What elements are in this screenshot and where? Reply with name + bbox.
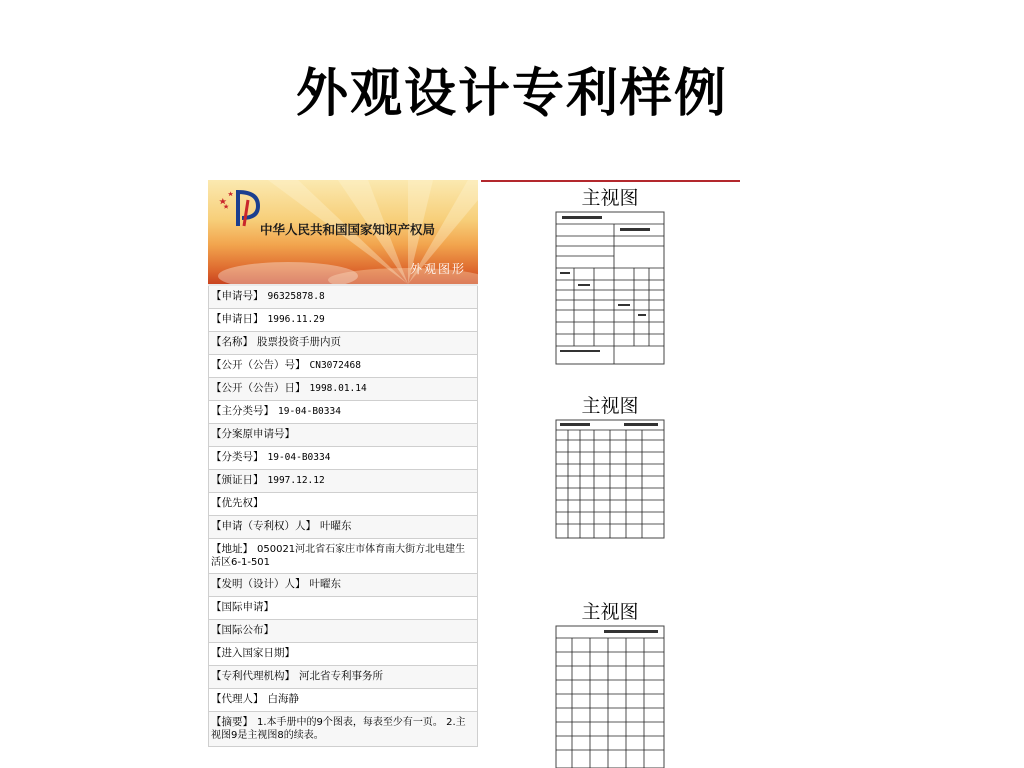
design-view-3 [550,600,670,768]
field-label: 【申请（专利权）人】 [211,520,316,532]
field-row [208,643,478,666]
field-row [208,355,478,378]
field-value: 19-04-B0334 [278,406,341,417]
slide-title: 外观设计专利样例 [295,63,728,124]
field-row [208,447,478,470]
field-row [208,378,478,401]
field-row [208,574,478,597]
field-list [208,284,478,747]
field-value: 1998.01.14 [309,383,367,394]
field-label: 【代理人】 [211,693,264,705]
field-label: 【地址】 [211,543,253,555]
field-row [208,332,478,355]
field-value: 96325878.8 [267,291,325,302]
field-row [208,620,478,643]
field-label: 【发明（设计）人】 [211,578,306,590]
sipo-emblem-icon [218,186,266,230]
field-label: 【分类号】 [211,451,264,463]
field-row [208,689,478,712]
field-row [208,470,478,493]
field-label: 【进入国家日期】 [211,647,295,659]
org-name: 中华人民共和国国家知识产权局 [260,222,436,237]
field-label: 【公开（公告）日】 [211,382,306,394]
field-value: 1997.12.12 [267,475,325,486]
field-label: 【颁证日】 [211,474,264,486]
design-view-1 [550,186,670,366]
field-value: 1996.11.29 [267,314,325,325]
divider-line [481,180,740,182]
field-label: 【摘要】 [211,716,253,728]
field-label: 【分案原申请号】 [211,428,295,440]
design-view-2 [550,394,670,540]
form-sheet-image [554,418,666,540]
field-row [208,401,478,424]
view-caption: 主视图 [581,187,639,209]
field-row [208,712,478,747]
field-value: 1.本手册中的9个图表，每表至少有一页。 2.主视图9是主视图8的续表。 [211,717,466,741]
field-value: CN3072468 [309,360,361,371]
field-label: 【专利代理机构】 [211,670,295,682]
field-label: 【国际申请】 [211,601,274,613]
field-row [208,666,478,689]
field-row [208,309,478,332]
field-label: 【国际公布】 [211,624,274,636]
field-label: 【主分类号】 [211,405,274,417]
field-value: 叶曜东 [320,520,352,532]
field-label: 【公开（公告）号】 [211,359,306,371]
form-sheet-image [554,210,666,366]
field-value: 股票投资手册内页 [257,336,341,348]
field-value: 19-04-B0334 [267,452,331,463]
field-row [208,424,478,447]
view-caption: 主视图 [581,395,639,417]
field-row [208,286,478,309]
field-label: 【优先权】 [211,497,264,509]
section-tag: 外观图形 [409,262,466,276]
view-caption: 主视图 [581,601,639,623]
field-value: 叶曜东 [309,578,341,590]
field-label: 【申请号】 [211,290,264,302]
field-value: 白海静 [267,693,299,705]
field-label: 【申请日】 [211,313,264,325]
field-row [208,539,478,574]
patent-record-panel [208,180,478,747]
field-label: 【名称】 [211,336,253,348]
field-row [208,597,478,620]
field-value: 河北省专利事务所 [299,670,383,682]
field-row [208,516,478,539]
field-row [208,493,478,516]
field-value: 050021河北省石家庄市体育南大街方北电建生活区6-1-501 [211,544,466,568]
sipo-banner [208,180,478,284]
form-sheet-image [554,624,666,768]
